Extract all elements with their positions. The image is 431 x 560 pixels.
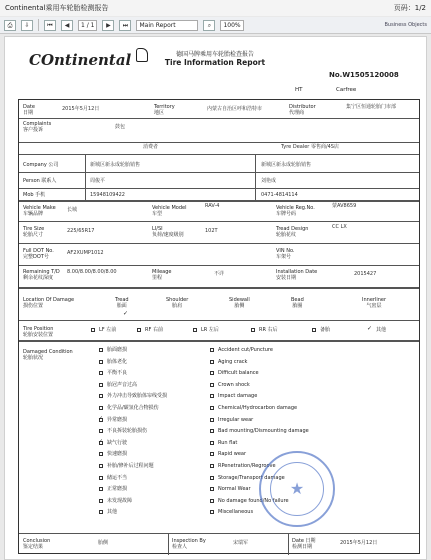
loc-sidewall: Sidewall 胎侧	[229, 297, 250, 309]
divider	[288, 533, 289, 555]
condition-label-en: Difficult balance	[218, 370, 259, 377]
continental-logo: COntinental	[29, 51, 132, 69]
condition-checkbox[interactable]	[99, 487, 103, 491]
vehicle-model-value: RAV-4	[205, 203, 220, 209]
divider	[19, 533, 419, 534]
loc-innerliner: Innerliner 气密层	[362, 297, 387, 309]
rr-checkbox[interactable]	[251, 328, 255, 332]
condition-checkbox[interactable]	[99, 371, 103, 375]
checkmark-icon: ✓	[98, 437, 104, 445]
territory-value: 内蒙古自治区呼和浩特市	[207, 106, 263, 112]
condition-checkbox[interactable]	[99, 499, 103, 503]
dealer-label: Tyre Dealer 零售商/4S店	[281, 144, 339, 150]
report-title-cn: 德国马牌乘用车轮胎检查报告	[175, 51, 254, 58]
divider	[19, 221, 419, 222]
company-consumer: 新城区新永成轮胎销售	[90, 162, 141, 168]
condition-checkbox[interactable]	[99, 476, 103, 480]
territory-label: Territory 地区	[154, 104, 175, 116]
condition-checkbox-en[interactable]	[210, 406, 214, 410]
condition-label-en: Rapid wear	[218, 451, 247, 458]
company-seal-stamp	[259, 451, 335, 527]
condition-checkbox[interactable]	[99, 394, 103, 398]
person-dealer: 刘艳成	[261, 178, 277, 184]
condition-checkbox-en[interactable]	[210, 418, 214, 422]
condition-label-cn: 化学品/碳氢化合物损伤	[107, 405, 159, 411]
party-label: Carfree	[336, 87, 357, 93]
tire-size-value: 225/65R17	[67, 228, 95, 234]
vehicle-make-label: Vehicle Make 车辆品牌	[23, 205, 56, 217]
last-page-icon[interactable]: ⏭	[119, 20, 131, 31]
lr-checkbox[interactable]	[193, 328, 197, 332]
divider	[19, 154, 419, 155]
print-icon[interactable]: ⎙	[4, 20, 16, 31]
pos-rf: RF 右前	[145, 327, 163, 333]
condition-checkbox-en[interactable]	[210, 452, 214, 456]
condition-label-cn: 异常磨损	[107, 416, 128, 423]
report-page	[4, 36, 427, 560]
tire-position-label: Tire Position 轮胎安装位置	[23, 326, 54, 338]
viewer-toolbar	[0, 17, 431, 34]
loc-shoulder: Shoulder 胎肩	[166, 297, 189, 309]
mileage-value: 不详	[214, 271, 225, 277]
condition-label-cn: 胎面磨损	[107, 347, 128, 353]
divider	[19, 340, 419, 342]
page-nav-field[interactable]: 1 / 1	[78, 20, 97, 31]
conclusion-value: 胎侧	[98, 540, 109, 546]
rf-checkbox[interactable]	[137, 328, 141, 332]
condition-checkbox-en[interactable]	[210, 429, 214, 433]
distributor-value: 集宁区恒通轮胎门市部	[346, 104, 397, 110]
report-select[interactable]: Main Report	[136, 20, 198, 31]
vehicle-model-label: Vehicle Model 车型	[152, 205, 187, 217]
next-page-icon[interactable]: ▶	[102, 20, 114, 31]
divider	[168, 533, 169, 555]
window-title: Continental乘用车轮胎检测报告	[5, 4, 109, 12]
condition-checkbox-en[interactable]	[210, 383, 214, 387]
pos-lr: LR 左后	[201, 327, 219, 333]
condition-checkbox-en[interactable]	[210, 360, 214, 364]
horse-icon	[136, 48, 148, 62]
vehicle-reg-label: Vehicle Reg.No. 车牌号码	[276, 205, 315, 217]
condition-label-cn: 平衡不良	[107, 370, 128, 377]
location-label: Location Of Damage 损伤位置	[23, 297, 75, 309]
loc-bead: Bead 胎圈	[291, 297, 304, 309]
full-dot-label: Full DOT No. 完整DOT号	[23, 248, 54, 260]
mob-label: Mob 手机	[23, 192, 46, 198]
condition-label-en: RPenetration/Regroove	[218, 463, 276, 469]
search-icon[interactable]: ⌕	[203, 20, 215, 31]
star-icon: ★	[289, 479, 305, 498]
complaints-value: 鼓包	[115, 124, 126, 130]
divider	[19, 287, 419, 289]
pos-spare: 备胎	[320, 327, 331, 333]
condition-label-en: Bad mounting/Dismounting damage	[218, 428, 309, 435]
pos-rr: RR 右后	[259, 327, 278, 333]
divider	[255, 154, 256, 200]
remaining-value: 8.00/8.00/8.00/8.00	[67, 269, 117, 275]
person-label: Person 联系人	[23, 178, 57, 184]
condition-checkbox-en[interactable]	[210, 441, 214, 445]
condition-label-en: Miscellaneous	[218, 509, 254, 516]
mileage-label: Mileage 里程	[152, 269, 172, 281]
li-si-label: LI/SI 负荷/速度级别	[152, 226, 184, 238]
pos-lf: LF 左前	[99, 327, 117, 333]
tread-design-label: Tread Design 轮胎花纹	[276, 226, 309, 238]
condition-label-en: Aging crack	[218, 358, 248, 365]
condition-label-cn: 其他	[107, 509, 118, 516]
condition-label-cn: 储运不当	[107, 474, 128, 481]
divider	[19, 118, 419, 119]
pos-other: 其他	[376, 327, 387, 333]
condition-label-en: No damage found/No failure	[218, 497, 289, 504]
install-label: Installation Date 安装日期	[276, 269, 318, 281]
divider	[19, 188, 419, 189]
tread-design-value: CC LX	[332, 224, 347, 230]
report-title-en: Tire Information Report	[164, 58, 266, 67]
date-label: Date 日期	[23, 104, 35, 116]
window-titlebar	[0, 0, 431, 16]
condition-label-en: Crown shock	[218, 381, 250, 388]
condition-checkbox[interactable]	[99, 383, 103, 387]
zoom-select[interactable]: 100%	[220, 20, 243, 31]
toolbar-separator	[38, 19, 39, 31]
condition-checkbox-en[interactable]	[210, 487, 214, 491]
complaints-label: Complaints 客户投诉	[23, 121, 52, 133]
date-value: 2015年5月12日	[62, 106, 100, 112]
divider	[19, 172, 419, 173]
condition-label-cn: 补胎/修补后过程问题	[107, 463, 154, 469]
condition-checkbox-en[interactable]	[210, 394, 214, 398]
condition-checkbox[interactable]	[99, 452, 103, 456]
condition-label-cn: 不良拆装轮胎损伤	[107, 428, 148, 435]
condition-checkbox-en[interactable]	[210, 476, 214, 480]
condition-checkbox-en[interactable]	[210, 371, 214, 375]
install-value: 2015427	[354, 271, 377, 277]
divider	[19, 200, 419, 202]
divider	[19, 265, 419, 266]
condition-checkbox[interactable]	[99, 360, 103, 364]
condition-label-cn: 正常磨损	[107, 486, 128, 493]
full-dot-value: AF2XUMP1012	[67, 250, 104, 256]
remaining-label: Remaining T/D 剩余花纹深度	[23, 269, 60, 281]
checkmark-icon: ✓	[123, 310, 129, 317]
ht-label: HT	[295, 87, 303, 93]
date2-label: Date 日期 检测日期	[292, 538, 316, 550]
condition-checkbox-en[interactable]	[210, 348, 214, 352]
brand-logo: Business Objects	[384, 22, 427, 28]
condition-label-en: Run flat	[218, 439, 238, 446]
lf-checkbox[interactable]	[91, 328, 95, 332]
condition-label-cn: 缺气行驶	[107, 439, 128, 446]
page-info: 页码：1/2	[393, 4, 426, 12]
spare-checkbox[interactable]	[312, 328, 316, 332]
checkmark-icon: ✓	[367, 325, 373, 332]
condition-label-en: Irregular wear	[218, 416, 254, 423]
condition-label-en: Accident cut/Puncture	[218, 347, 273, 353]
vehicle-reg-value: 蒙AV8659	[332, 203, 357, 209]
condition-checkbox[interactable]	[99, 464, 103, 468]
condition-label-en: Normal Wear	[218, 486, 251, 493]
condition-label-cn: 未发现故障	[107, 497, 133, 504]
inspection-value: 宋瑞军	[233, 540, 249, 546]
tire-size-label: Tire Size 轮胎尺寸	[23, 226, 45, 238]
vin-label: VIN No. 车架号	[276, 248, 295, 260]
company-dealer: 新城区新永成轮胎销售	[261, 162, 312, 168]
prev-page-icon[interactable]: ◀	[61, 20, 73, 31]
divider	[19, 243, 419, 244]
condition-checkbox-en[interactable]	[210, 464, 214, 468]
condition-label-cn: 快速磨损	[107, 451, 128, 458]
condition-checkbox[interactable]	[99, 406, 103, 410]
loc-tread: Tread 胎面	[115, 297, 129, 309]
condition-checkbox-en[interactable]	[210, 499, 214, 503]
export-icon[interactable]: ⇩	[21, 20, 33, 31]
condition-checkbox-en[interactable]	[210, 510, 214, 514]
condition-label-en: Storage/Transport damage	[218, 474, 285, 481]
vehicle-make-value: 长城	[67, 207, 78, 213]
conclusion-label: Conclusion 鉴定结果	[23, 538, 51, 550]
divider	[19, 320, 419, 321]
li-si-value: 102T	[205, 228, 218, 234]
company-label: Company 公司	[23, 162, 59, 168]
condition-label-cn: 胎体老化	[107, 358, 128, 365]
condition-label-en: Impact damage	[218, 393, 258, 400]
condition-label-cn: 胎冠声音过高	[107, 381, 138, 388]
condition-checkbox[interactable]	[99, 429, 103, 433]
condition-label-cn: 外力冲击导致胎体帘线受损	[107, 393, 168, 400]
person-consumer: 周俊平	[90, 178, 106, 184]
first-page-icon[interactable]: ⏮	[44, 20, 56, 31]
checkmark-icon: ✓	[98, 414, 104, 422]
condition-label-en: Chemical/Hydrocarbon damage	[218, 405, 298, 411]
mob-consumer: 15948109422	[90, 192, 125, 198]
condition-checkbox[interactable]	[99, 348, 103, 352]
condition-checkbox[interactable]	[99, 510, 103, 514]
report-number: No.W1505120008	[329, 71, 399, 79]
date2-value: 2015年5月12日	[340, 540, 378, 546]
divider	[85, 154, 86, 200]
tire-report-form	[18, 99, 420, 554]
consumer-label: 消费者	[143, 144, 159, 150]
divider	[19, 142, 419, 143]
mob-dealer: 0471-4814114	[261, 192, 298, 198]
distributor-label: Distributor 代理商	[289, 104, 316, 116]
damaged-label: Damaged Condition 轮胎状况	[23, 349, 73, 361]
inspection-label: Inspection By 检查人	[172, 538, 206, 550]
